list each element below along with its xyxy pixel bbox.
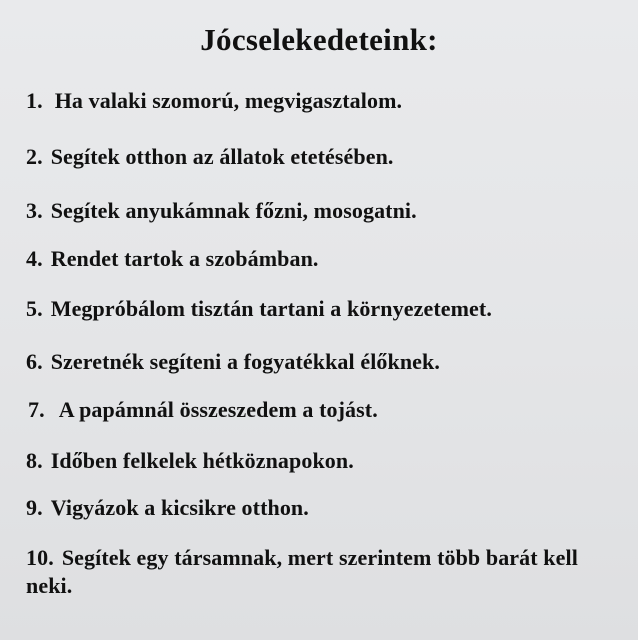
item-text: Megpróbálom tisztán tartani a környezetemet.	[50, 296, 492, 321]
list-item	[26, 296, 492, 322]
list-item	[26, 144, 394, 170]
item-number: 3.	[26, 198, 43, 223]
item-text: Rendet tartok a szobámban.	[50, 246, 319, 271]
page-title: Jócselekedeteink:	[200, 22, 438, 57]
list-item	[26, 198, 417, 224]
item-number: 1.	[26, 88, 43, 113]
list-item	[28, 397, 378, 423]
item-text: Időben felkelek hétköznapokon.	[50, 448, 354, 473]
item-number: 9.	[26, 495, 43, 520]
item-number: 4.	[26, 246, 43, 271]
item-number: 2.	[26, 144, 43, 169]
item-number: 7.	[28, 397, 45, 422]
item-number: 5.	[26, 296, 43, 321]
item-text: Vigyázok a kicsikre otthon.	[50, 495, 309, 520]
item-number: 6.	[26, 349, 43, 374]
item-text: Ha valaki szomorú, megvigasztalom.	[54, 88, 403, 113]
item-text: Segítek anyukámnak főzni, mosogatni.	[50, 198, 417, 223]
item-number: 10.	[26, 545, 54, 570]
list-item	[26, 88, 402, 114]
list-item	[26, 544, 596, 600]
list-item	[26, 246, 319, 272]
list-item	[26, 495, 309, 521]
list-item	[26, 448, 354, 474]
item-text: Segítek egy társamnak, mert szerintem több barát kell neki.	[26, 545, 578, 598]
list-item	[26, 349, 440, 375]
item-text: A papámnál összeszedem a tojást.	[58, 397, 378, 422]
item-text: Szeretnék segíteni a fogyatékkal élőknek.	[50, 349, 440, 374]
item-text: Segítek otthon az állatok etetésében.	[50, 144, 394, 169]
item-number: 8.	[26, 448, 43, 473]
